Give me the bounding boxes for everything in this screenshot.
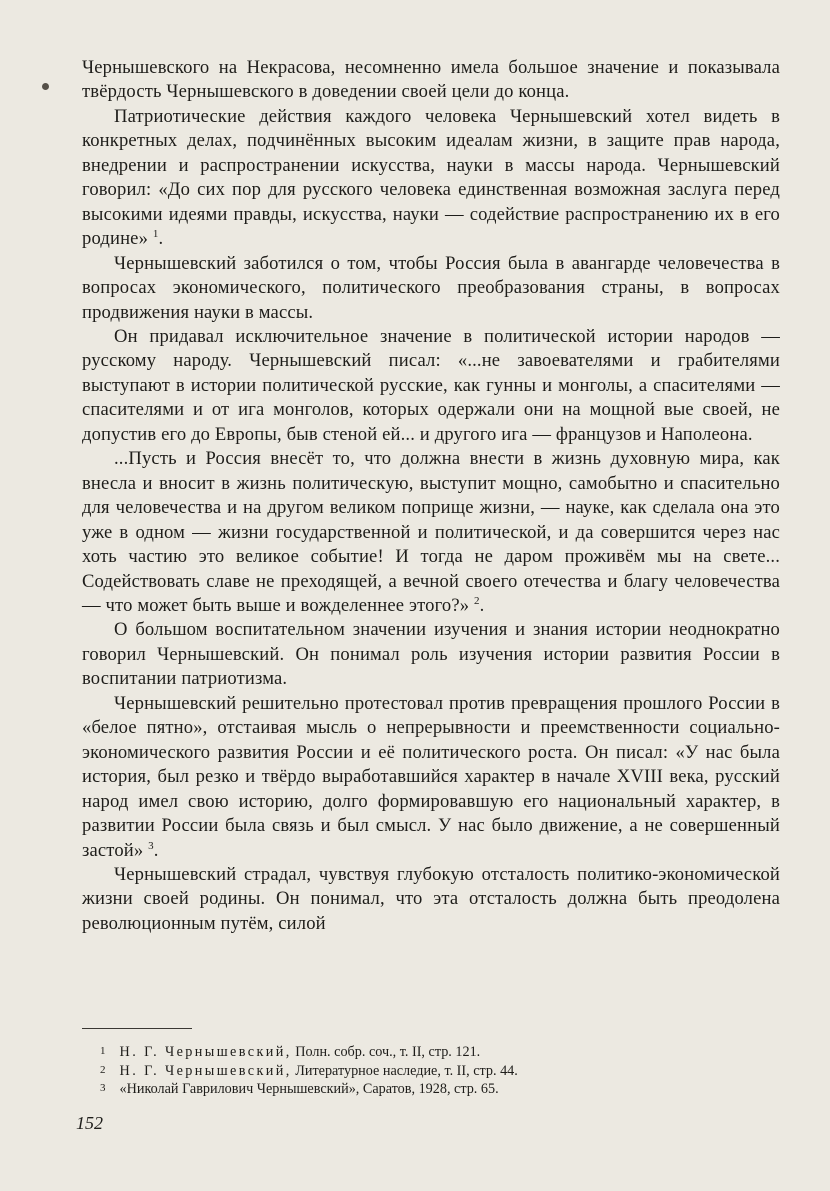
paragraph: Чернышевский решительно протестовал против превращения прошлого России в «белое пятно», отстаивая мысль о непрерывности и преемственности социально-экономического развития России и её политического роста. Он писал: «У нас была история, был резко и твёрдо выработавшийся характер в начале XVIII века, русский народ имел свою историю, долго формировавшую его национальный характер, в развитии России была связь и был смысл. У нас было движение, а не совершенный застой» $^3$. xyxy=(82,692,780,861)
paragraph: Патриотические действия каждого человека Чернышевский хотел видеть в конкретных делах, подчинённых высоким идеалам жизни, в защите прав народа, внедрении и распространении искусства, науки в массы народа. Чернышевский говорил: «До сих пор для русского человека единственная возможная заслуга перед высокими идеями правды, искусства, науки — содействие распространению их в его родине» $^1$. xyxy=(82,105,780,250)
paragraph: Чернышевский заботился о том, чтобы Россия была в авангарде человечества в вопросах экономического, политического преобразования страны, в вопросах продвижения науки в массы. xyxy=(82,252,780,323)
footnote-author: Н. Г. Чернышевский, xyxy=(119,1044,292,1060)
footnote xyxy=(100,1043,740,1062)
paragraph: ...Пусть и Россия внесёт то, что должна внести в жизнь духовную мира, как внесла и вносит в жизнь политическую, выступит мощно, самобытно и спасительно для человечества и на другом великом поприще жизни, — науке, как сделала она это уже в одном — жизни государственной и политической, и да совершится через нас хоть частию это великое событие! И тогда не даром проживём мы на свете... Содействовать славе не преходящей, а вечной своего отечества и благу человечества — что может быть выше и вожделеннее этого?» $^2$. xyxy=(82,448,780,616)
footnote-source: «Николай Гаврилович Чернышевский», Саратов, 1928, стр. 65. xyxy=(119,1081,499,1097)
footnote-author: Н. Г. Чернышевский, xyxy=(119,1062,292,1079)
paragraph: Чернышевского на Некрасова, несомненно имела большое значение и показывала твёрдость Чернышевского в доведении своей цели до конца. xyxy=(82,57,780,103)
footnote-marker: 2 xyxy=(474,594,480,607)
footnote-number: 3 xyxy=(100,1082,106,1094)
footnote-source: Литературное наследие, т. II, стр. 44. xyxy=(295,1062,518,1079)
footnote-marker: 1 xyxy=(152,228,159,241)
footnote-divider xyxy=(82,1028,192,1029)
footnote-source: Полн. собр. соч., т. II, стр. 121. xyxy=(295,1044,481,1060)
footnote-number: 1 xyxy=(100,1045,106,1057)
footnotes xyxy=(100,1043,740,1099)
footnote xyxy=(100,1080,740,1099)
footnote-marker: 3 xyxy=(148,839,154,852)
footnote xyxy=(100,1062,740,1081)
footnote-number: 2 xyxy=(100,1063,106,1076)
body-text xyxy=(82,56,780,936)
ink-speck xyxy=(42,83,49,90)
paragraph: Он придавал исключительное значение в политической истории народов — русскому народу. Чернышевский писал: «...не завоевателями и грабителями выступают в истории политической русские, как гунны и монголы, а спасителями — спасителями и от ига монголов, которых одержали они на мощной вые своей, не допустив его до Европы, быв стеной ей... и другого ига — французов и Наполеона. xyxy=(82,325,780,445)
page-number: 152 xyxy=(76,1113,103,1133)
paragraph: Чернышевский страдал, чувствуя глубокую отсталость политико-экономической жизни своей родины. Он понимал, что эта отсталость должна быть преодолена революционным путём, силой xyxy=(82,863,780,934)
paragraph: О большом воспитательном значении изучения и знания истории неоднократно говорил Чернышевский. Он понимал роль изучения истории развития России в воспитании патриотизма. xyxy=(82,619,780,690)
